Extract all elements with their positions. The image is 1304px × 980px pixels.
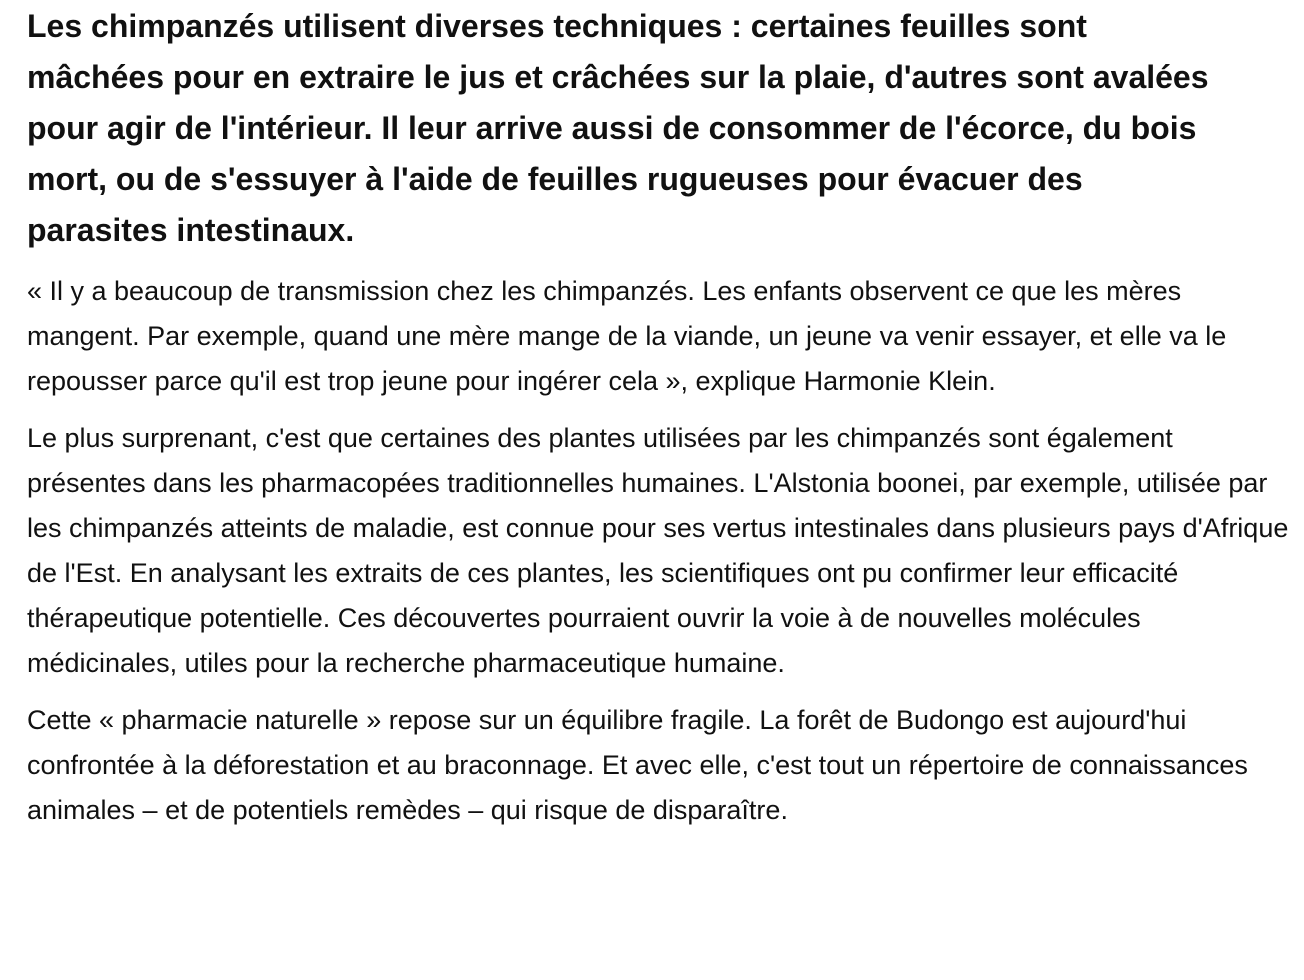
article-body bbox=[27, 0, 1289, 833]
body-paragraph: Le plus surprenant, c'est que certaines des plantes utilisées par les chimpanzés sont également présentes dans les pharmacopées traditionnelles humaines. L'Alstonia boonei, par exemple, utilisée par les chimpanzés atteints de maladie, est connue pour ses vertus intestinales dans plusieurs pays d'Afrique de l'Est. En analysant les extraits de ces plantes, les scientifiques ont pu confirmer leur efficacité thérapeutique potentielle. Ces découvertes pourraient ouvrir la voie à de nouvelles molécules médicinales, utiles pour la recherche pharmaceutique humaine. bbox=[27, 423, 1289, 678]
body-paragraph: Cette « pharmacie naturelle » repose sur un équilibre fragile. La forêt de Budongo est aujourd'hui confrontée à la déforestation et au braconnage. Et avec elle, c'est tout un répertoire de connaissances animales – et de potentiels remèdes – qui risque de disparaître. bbox=[27, 705, 1248, 825]
quote-paragraph: « Il y a beaucoup de transmission chez les chimpanzés. Les enfants observent ce que les mères mangent. Par exemple, quand une mère mange de la viande, un jeune va venir essayer, et elle va le repousser parce qu'il est trop jeune pour ingérer cela », explique Harmonie Klein. bbox=[27, 276, 1227, 396]
lead-paragraph: Les chimpanzés utilisent diverses techniques : certaines feuilles sont mâchées pour en extraire le jus et crâchées sur la plaie, d'autres sont avalées pour agir de l'intérieur. Il leur arrive aussi de consommer de l'écorce, du bois mort, ou de s'essuyer à l'aide de feuilles rugueuses pour évacuer des parasites intestinaux. bbox=[27, 8, 1209, 248]
